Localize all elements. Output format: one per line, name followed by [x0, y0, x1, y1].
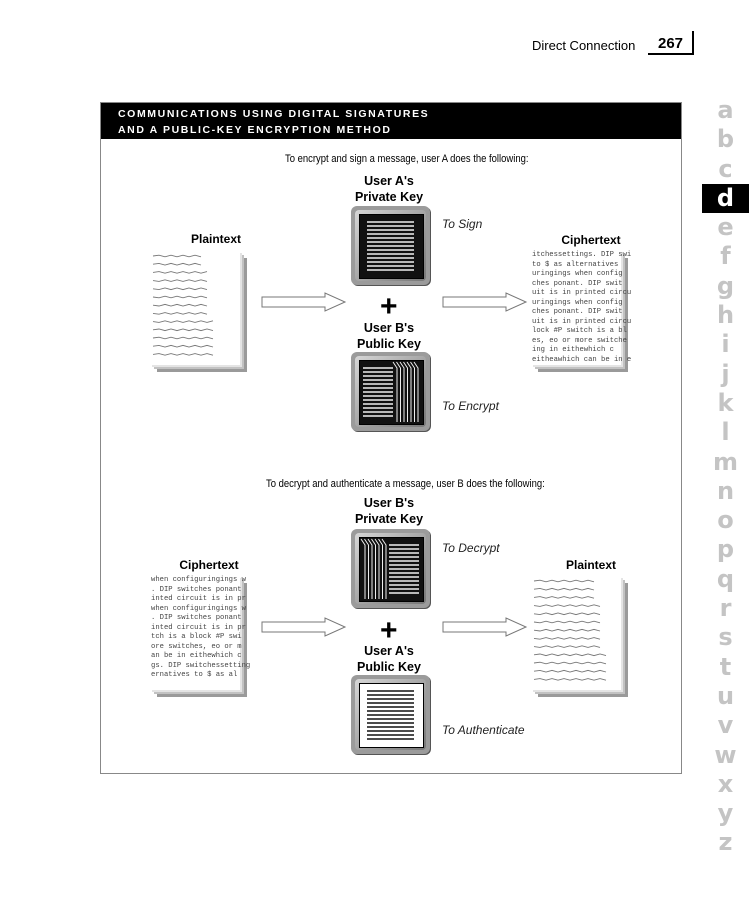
index-letter-d: d — [702, 184, 749, 213]
decrypt-action-label: To Decrypt — [442, 541, 500, 555]
index-letter-x: x — [717, 769, 734, 798]
decrypt-key1-label — [334, 495, 444, 527]
section-title: Direct Connection — [532, 38, 636, 53]
header-rule — [648, 53, 694, 55]
ciphertext-line: uit is in printed circu — [532, 289, 632, 297]
index-letter-f: f — [720, 242, 731, 271]
ciphertext-line: . DIP switches ponant — [151, 585, 242, 594]
ciphertext-line: ernatives to $ as al — [151, 671, 238, 679]
encrypt-key2-label-line2: Public Key — [357, 337, 421, 351]
encrypt-key2-label-line1: User B's — [363, 321, 415, 335]
ciphertext-line: lock #P switch is a bl — [532, 327, 627, 335]
index-letter-p: p — [716, 535, 735, 564]
encrypt-key1-label-line2: Private Key — [354, 190, 424, 204]
decrypt-key2-label-line1: User A's — [364, 644, 414, 658]
decrypt-instruction: To decrypt and authenticate a message, user B does the following: — [266, 478, 545, 490]
index-letter-i: i — [721, 330, 730, 359]
index-letter-r: r — [719, 594, 732, 623]
decrypt-key1-label-line1: User B's — [363, 496, 415, 510]
decrypt-output-label: Plaintext — [565, 558, 616, 572]
arrow-right-icon — [261, 292, 347, 312]
figure-caption — [101, 103, 681, 139]
encrypt-key2-label — [334, 320, 444, 352]
ciphertext-line: inted circuit is in pr — [151, 623, 246, 632]
index-letter-w: w — [714, 740, 737, 769]
public-key-icon — [351, 352, 430, 431]
ciphertext-document — [531, 251, 632, 372]
ciphertext-line: to $ as alternatives — [532, 260, 619, 269]
figure-box — [100, 102, 682, 774]
encrypt-input-label: Plaintext — [190, 232, 241, 246]
figure-caption-line-1: COMMUNICATIONS USING DIGITAL SIGNATURES — [118, 108, 430, 120]
figure-caption-line-2: AND A PUBLIC-KEY ENCRYPTION METHOD — [118, 124, 392, 136]
decrypt-key2-label-line2: Public Key — [357, 660, 421, 674]
ciphertext-line: when configuringings w — [151, 576, 246, 584]
index-letter-m: m — [712, 447, 738, 476]
decrypt-input-label: Ciphertext — [179, 558, 239, 572]
ciphertext-line: es, eo or more switche — [532, 336, 627, 345]
index-letter-n: n — [716, 476, 735, 505]
plus-icon: + — [380, 614, 398, 647]
encrypt-key1-label — [334, 173, 444, 205]
authenticate-action-label: To Authenticate — [442, 723, 525, 737]
ciphertext-line: inted circuit is in pr — [151, 595, 246, 603]
decrypt-key1-label-line2: Private Key — [354, 512, 424, 526]
index-letter-h: h — [716, 301, 735, 330]
ciphertext-line: ing in eithewhich c — [532, 346, 614, 354]
index-letter-q: q — [716, 564, 735, 593]
ciphertext-line: tch is a block #P swi — [151, 633, 242, 641]
ciphertext-line: uringings when config — [532, 270, 623, 278]
plaintext-document — [150, 251, 247, 372]
index-letter-v: v — [717, 711, 734, 740]
index-letter-s: s — [718, 623, 733, 652]
ciphertext-line: an be in eithewhich c — [151, 652, 242, 660]
public-key-icon — [351, 675, 430, 754]
encrypt-instruction: To encrypt and sign a message, user A does the following: — [285, 153, 529, 165]
alphabet-thumb-index — [702, 96, 749, 858]
ciphertext-lines — [531, 251, 632, 365]
index-letter-z: z — [718, 828, 733, 857]
running-header — [0, 0, 749, 60]
ciphertext-line: itchessettings. DIP swi — [532, 251, 632, 259]
index-letter-o: o — [717, 506, 734, 535]
header-rule-vertical — [692, 31, 694, 55]
ciphertext-line: ches ponant. DIP swit — [532, 279, 623, 288]
index-letter-b: b — [716, 125, 735, 154]
index-letter-u: u — [716, 681, 735, 710]
ciphertext-line: ches ponant. DIP swit — [532, 308, 623, 316]
sign-action-label: To Sign — [442, 217, 483, 231]
ciphertext-document — [150, 576, 251, 697]
ciphertext-line: uit is in printed circu — [532, 317, 632, 326]
arrow-right-icon — [442, 292, 528, 312]
encrypt-action-label: To Encrypt — [442, 399, 499, 413]
ciphertext-line: uringings when config — [532, 298, 623, 307]
ciphertext-line: ore switches, eo or m — [151, 642, 242, 651]
ciphertext-lines — [150, 576, 251, 681]
private-key-icon — [351, 206, 430, 285]
plus-icon: + — [380, 290, 398, 323]
decrypt-key2-label — [334, 643, 444, 675]
ciphertext-line: when configuringings w — [151, 604, 246, 613]
ciphertext-line: gs. DIP switchessetting — [151, 661, 251, 670]
index-letter-e: e — [717, 213, 734, 242]
index-letter-a: a — [717, 96, 734, 124]
index-letter-j: j — [721, 359, 730, 388]
encrypt-key1-label-line1: User A's — [364, 174, 414, 188]
index-letter-l: l — [721, 418, 730, 447]
arrow-right-icon — [261, 617, 347, 637]
encrypt-output-label: Ciphertext — [561, 233, 621, 247]
ciphertext-line: eitheawhich can be in e — [532, 355, 632, 364]
page-number: 267 — [658, 35, 684, 52]
ciphertext-line: . DIP switches ponant — [151, 614, 242, 622]
private-key-icon — [351, 529, 430, 608]
index-letter-c: c — [718, 154, 733, 183]
arrow-right-icon — [442, 617, 528, 637]
index-letter-k: k — [717, 388, 734, 417]
index-letter-t: t — [719, 652, 732, 681]
index-letter-g: g — [716, 271, 735, 300]
index-letter-y: y — [717, 799, 734, 828]
plaintext-document — [531, 576, 628, 697]
